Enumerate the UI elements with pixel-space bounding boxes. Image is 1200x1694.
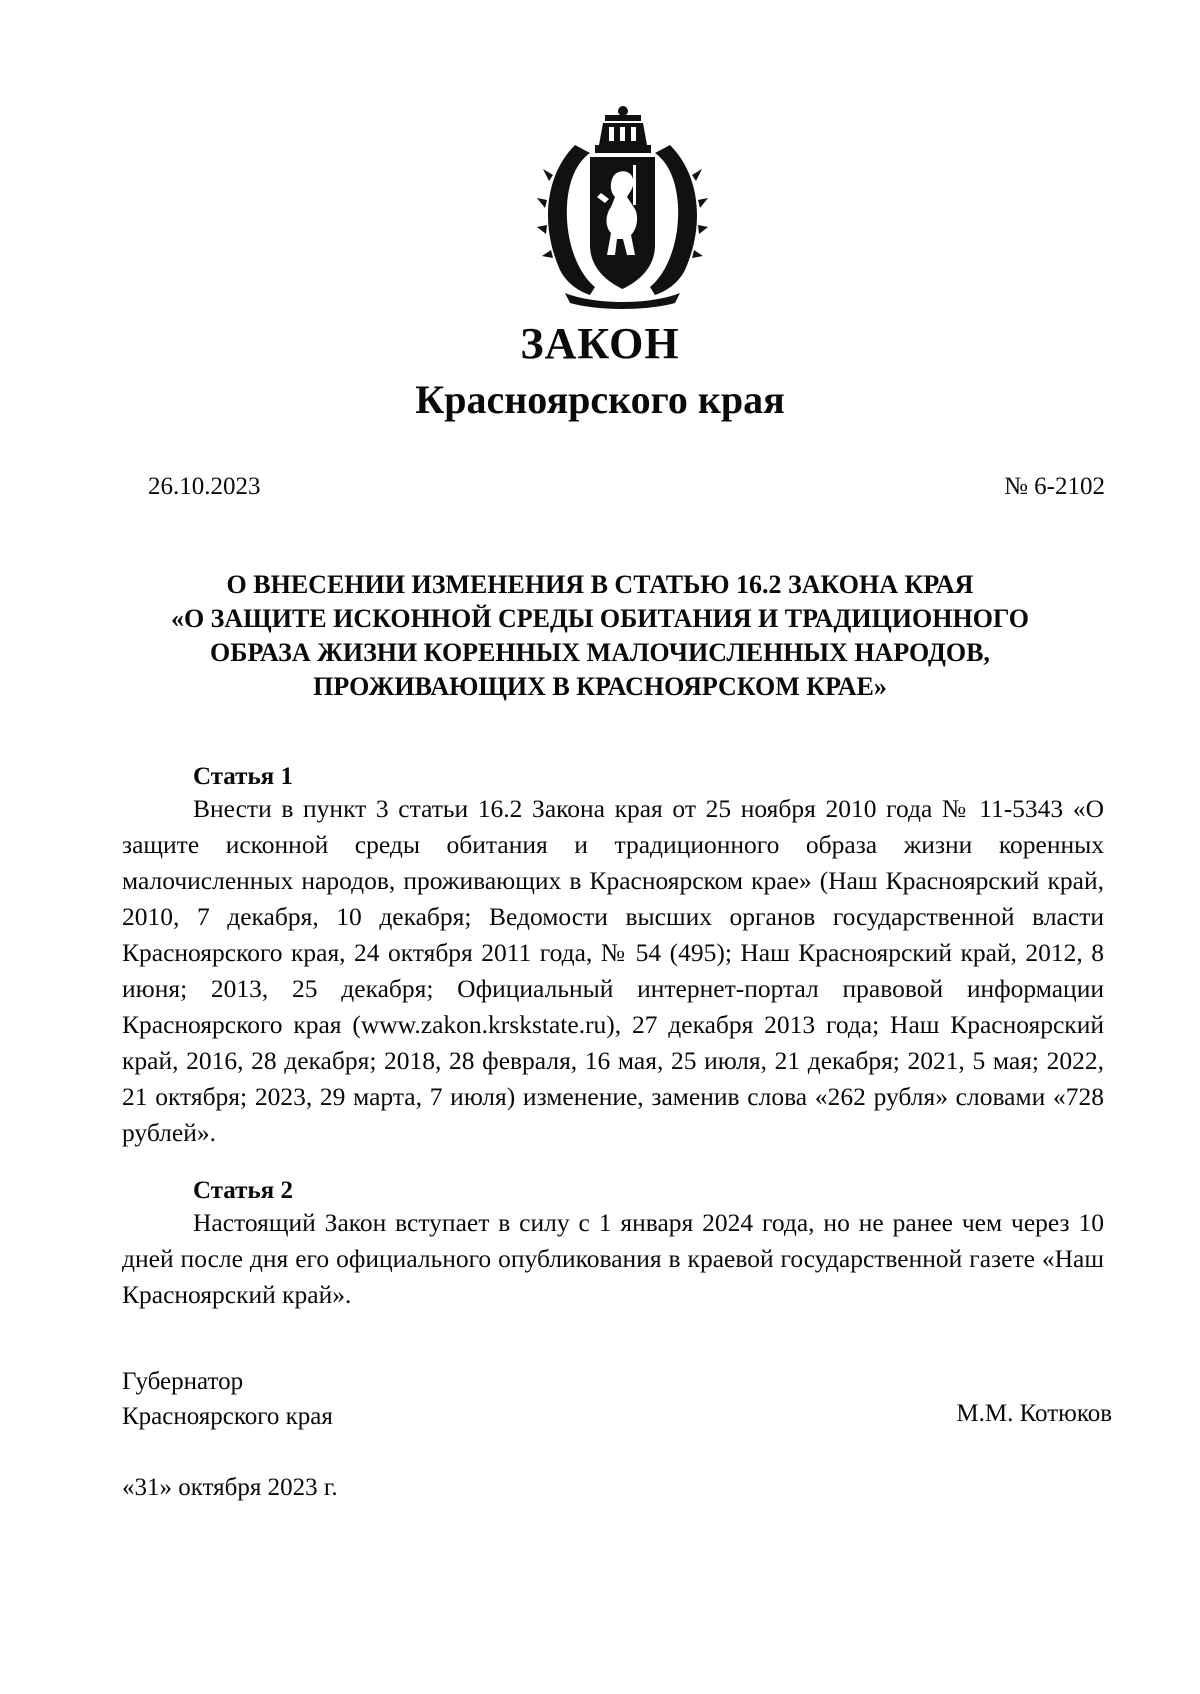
document-title: ЗАКОН: [520, 319, 680, 368]
signatory-name: М.М. Котюков: [956, 1400, 1112, 1427]
subject-line: ПРОЖИВАЮЩИХ В КРАСНОЯРСКОМ КРАЕ»: [313, 672, 887, 701]
subject-line: «О ЗАЩИТЕ ИСКОННОЙ СРЕДЫ ОБИТАНИЯ И ТРАДИЦИОННОГО: [170, 604, 1030, 633]
signatory-position: Губернатор: [122, 1368, 244, 1395]
article-2-text: Настоящий Закон вступает в силу с 1 января 2024 года, но не ранее чем через 10 дней после дня его официального опубликования в краевой государственной газете «Наш Красноярский край».: [122, 1208, 1104, 1309]
article-1-heading: Статья 1: [193, 763, 293, 790]
signing-date: «31» октября 2023 г.: [122, 1474, 338, 1501]
subject-line: О ВНЕСЕНИИ ИЗМЕНЕНИЯ В СТАТЬЮ 16.2 ЗАКОНА КРАЯ: [226, 570, 974, 599]
document-number: № 6-2102: [1004, 473, 1105, 500]
document-date: 26.10.2023: [148, 473, 261, 500]
article-1-text: Внести в пункт 3 статьи 16.2 Закона края от 25 ноября 2010 года № 11-5343 «О защите исконной среды обитания и традиционного образа жизни коренных малочисленных народов, проживающих в Красноярском крае» (Наш Красноярский край, 2010, 7 декабря, 10 декабря; Ведомости высших органов государственной власти Красноярского края, 24 октября 2011 года, № 54 (495); Наш Красноярский край, 2012, 8 июня; 2013, 25 декабря; Официальный интернет-портал правовой информации Красноярского края (www.zakon.krskstate.ru), 27 декабря 2013 года; Наш Красноярский край, 2016, 28 декабря; 2018, 28 февраля, 16 мая, 25 июля, 21 декабря; 2021, 5 мая; 2022, 21 октября; 2023, 29 марта, 7 июля) изменение, заменив слова «262 рубля» словами «728 рублей».: [122, 794, 1104, 1147]
document-subject: [120, 568, 1080, 704]
subject-line: ОБРАЗА ЖИЗНИ КОРЕННЫХ МАЛОЧИСЛЕННЫХ НАРОДОВ,: [210, 638, 990, 667]
article-2-heading: Статья 2: [193, 1177, 293, 1204]
document-subtitle: Красноярского края: [415, 377, 785, 422]
krasnoyarsk-coat-of-arms-icon: [535, 105, 710, 310]
signatory-region: Красноярского края: [122, 1403, 333, 1430]
